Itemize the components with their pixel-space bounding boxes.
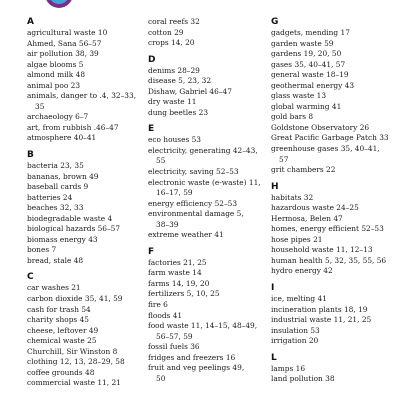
index-column-2 [148,17,266,390]
index-entry: garden waste 59 [271,38,334,48]
index-column-1 [27,17,142,395]
index-entry-continuation: 57 [279,154,289,164]
index-entry: animals, danger to .4, 32–33, [27,91,137,101]
index-entry: homes, energy efficient 52–53 [271,224,384,234]
index-entry-continuation: 16–17, 59 [156,188,193,198]
index-entry-continuation: 35 [35,101,45,111]
index-entry: grit chambers 22 [271,165,336,175]
index-entry: ice, melting 41 [271,294,327,304]
index-entry-continuation: 38–39 [156,219,179,229]
index-section [27,272,142,388]
section-letter-heading: H [271,181,279,192]
index-entry: atmosphere 40–41 [27,133,97,143]
index-entry: greenhouse gases 35, 40–41, [271,144,380,154]
index-entry: coral reefs 32 [148,17,200,26]
index-entry: disease 5, 23, 32 [148,76,212,86]
index-entry: eco houses 53 [148,135,201,145]
index-entry: fridges and freezers 16 [148,352,236,362]
index-entry: farm waste 14 [148,268,202,278]
index-entry: car washes 21 [27,283,81,293]
index-entry: insulation 53 [271,325,320,335]
index-section [148,55,266,119]
index-entry: bacteria 23, 35 [27,161,84,171]
index-entry: habitats 32 [271,192,314,202]
index-entry: agricultural waste 10 [27,28,108,37]
index-entry: Goldstone Observatory 26 [271,122,370,132]
index-section [148,17,266,49]
index-entry: fruit and veg peelings 49, [148,363,245,373]
index-entry: food waste 11, 14–15, 48–49, [148,321,258,331]
section-letter-heading: B [27,150,34,161]
section-letter-heading: C [27,272,34,283]
index-entry: clothing 12, 13, 28–29, 58 [27,357,125,367]
index-entry: hose pipes 21 [271,234,323,244]
section-letter-heading: D [148,54,156,65]
index-entry: coffee grounds 48 [27,367,95,377]
index-entry: industrial waste 11, 21, 25 [271,315,372,325]
index-entry: bread, stale 48 [27,255,84,265]
index-entry: cash for trash 54 [27,304,91,314]
index-entry: hazardous waste 24–25 [271,203,359,213]
index-entry: cotton 29 [148,27,184,37]
index-section [271,17,396,176]
index-entry: farms 14, 19, 20 [148,278,210,288]
index-entry: environmental damage 5, [148,209,244,219]
index-entry: energy efficiency 52–53 [148,198,238,208]
index-section [271,182,396,277]
index-entry: gardens 19, 20, 50 [271,49,342,59]
index-section [27,17,142,144]
index-entry: biodegradable waste 4 [27,213,113,223]
index-section [27,150,142,266]
index-entry: archaeology 6–7 [27,112,89,122]
index-entry-continuation: 56–57, 59 [156,331,193,341]
index-entry: chemical waste 25 [27,336,97,346]
index-column-3 [271,17,396,391]
section-letter-heading: E [148,124,155,135]
index-entry: geothermal energy 43 [271,80,355,90]
section-letter-heading: G [271,17,279,27]
index-entry: Churchill, Sir Winston 8 [27,346,118,356]
index-entry-continuation: 55 [156,156,166,166]
section-letter-heading: I [271,283,275,294]
index-entry: hydro energy 42 [271,266,333,276]
index-entry: factories 21, 25 [148,257,207,267]
index-entry: Hermosa, Belen 47 [271,213,343,223]
index-entry: air pollution 38, 39 [27,49,99,59]
index-entry: fire 6 [148,300,168,310]
index-entry: irrigation 20 [271,336,319,346]
index-entry: general waste 18–19 [271,70,349,80]
index-entry: biomass energy 43 [27,234,98,244]
index-entry: bones 7 [27,245,57,255]
index-entry: dry waste 11 [148,97,197,107]
index-entry: commercial waste 11, 21 [27,378,121,388]
index-entry: cheese, leftover 49 [27,325,99,335]
index-entry: gadgets, mending 17 [271,28,350,37]
index-entry: animal poo 23 [27,80,81,90]
index-section [148,124,266,240]
index-entry: charity shops 45 [27,315,89,325]
index-entry: denims 28–29 [148,65,200,75]
index-entry: global warming 41 [271,101,342,111]
index-entry: human health 5, 32, 35, 55, 56 [271,255,387,265]
index-entry: bananas, brown 49 [27,171,99,181]
index-entry: incineration plants 18, 19 [271,304,368,314]
index-entry: Great Pacific Garbage Patch 33 [271,133,389,143]
index-entry-continuation: 50 [156,373,166,383]
index-entry: household waste 11, 12–13 [271,245,373,255]
index-entry: gases 35, 40–41, 57 [271,59,346,69]
index-section [148,247,266,385]
index-entry: dung beetles 23 [148,107,209,117]
index-entry: fertilizers 5, 10, 25 [148,289,220,299]
index-entry: electricity, generating 42–43, [148,145,258,155]
index-entry: extreme weather 41 [148,230,224,240]
index-entry: algae blooms 5 [27,59,84,69]
index-entry: electronic waste (e-waste) 11, [148,177,261,187]
index-section [271,353,396,385]
index-entry: carbon dioxide 35, 41, 59 [27,294,123,304]
index-entry: almond milk 48 [27,70,86,80]
index-entry: Ahmed, Sana 56–57 [27,38,102,48]
index-entry: floods 41 [148,310,183,320]
index-entry: land pollution 38 [271,374,335,384]
index-entry: glass waste 13 [271,91,327,101]
index-entry: electricity, saving 52–53 [148,167,239,177]
index-entry: biological hazards 56–57 [27,224,121,234]
section-letter-heading: L [271,352,277,363]
index-entry: lamps 16 [271,363,306,373]
index-entry: fossil fuels 36 [148,342,200,352]
page-badge-icon [45,0,73,8]
section-letter-heading: F [148,246,155,257]
index-entry: beaches 32, 33 [27,203,84,213]
index-entry: batteries 24 [27,192,73,202]
section-letter-heading: A [27,17,34,27]
index-section [271,283,396,347]
index-entry: art, from rubbish .46–47 [27,122,119,132]
index-entry: baseball cards 9 [27,182,89,192]
index-entry: Dishaw, Gabriel 46–47 [148,86,232,96]
index-entry: crops 14, 20 [148,38,195,48]
index-entry: gold bars 8 [271,112,314,122]
